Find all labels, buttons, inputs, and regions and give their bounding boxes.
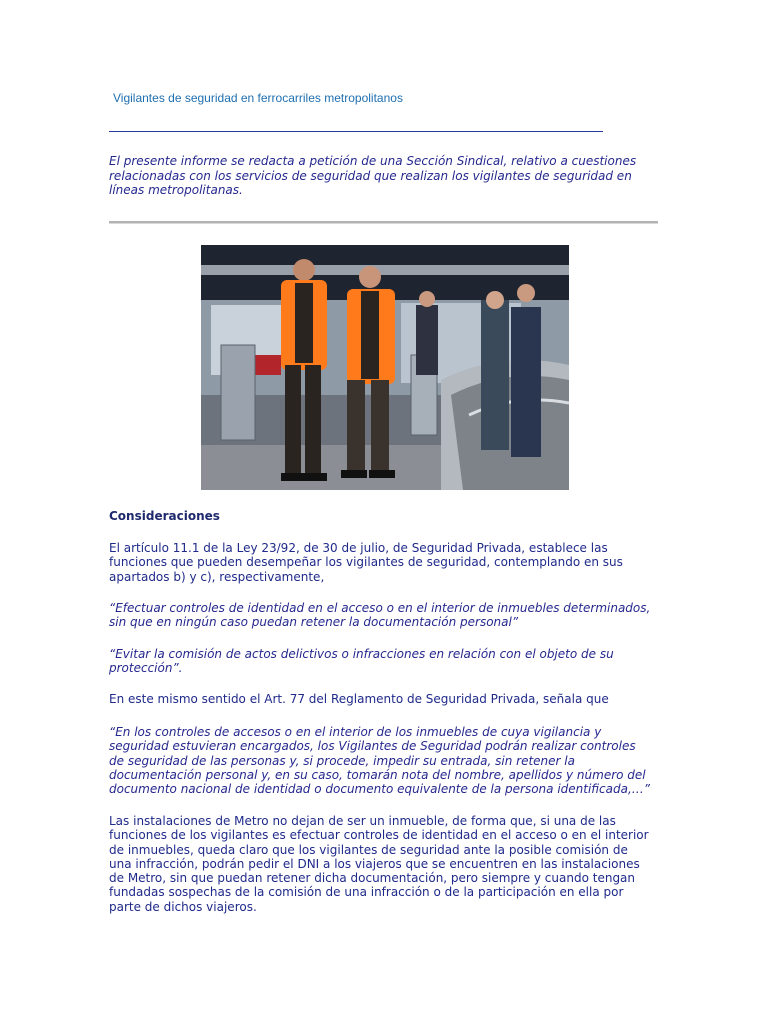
section-divider [109, 221, 658, 224]
security-guards-photo [201, 245, 569, 490]
section-heading: Consideraciones [109, 509, 220, 523]
quote-apartado-c: “Evitar la comisión de actos delictivos o infracciones en relación con el objeto de su protección”. [109, 647, 614, 676]
paragraph-ley: El artículo 11.1 de la Ley 23/92, de 30 de julio, de Seguridad Privada, establece las funciones que pueden desempeñar los vigilantes de seguridad, contemplando en sus apartados b) y c), respectivamente, [109, 541, 623, 584]
quote-art-77: “En los controles de accesos o en el interior de los inmuebles de cuya vigilancia y seguridad estuvieran encargados, los Vigilantes de Seguridad podrán realizar controles de seguridad de las personas y, si procede, impedir su entrada, sin retener la documentación personal y, en su caso, tomarán nota del nombre, apellidos y número del documento nacional de identidad o documento equivalente de la persona identificada,…” [109, 725, 651, 797]
intro-paragraph: El presente informe se redacta a petición de una Sección Sindical, relativo a cuestiones relacionadas con los servicios de seguridad que realizan los vigilantes de seguridad en líneas metropolitanas. [109, 154, 637, 197]
paragraph-reglamento: En este mismo sentido el Art. 77 del Reglamento de Seguridad Privada, señala que [109, 692, 609, 706]
paragraph-conclusion: Las instalaciones de Metro no dejan de ser un inmueble, de forma que, si una de las funciones de los vigilantes es efectuar controles de identidad en el acceso o en el interior de inmuebles, queda claro que los vigilantes de seguridad ante la posible comisión de una infracción, podrán pedir el DNI a los viajeros que se encuentren en las instalaciones de Metro, sin que puedan retener dicha documentación, pero siempre y cuando tengan fundadas sospechas de la comisión de una infracción o de la participación en ella por parte de dichos viajeros. [109, 814, 649, 914]
quote-apartado-b: “Efectuar controles de identidad en el acceso o en el interior de inmuebles determinados, sin que en ningún caso puedan retener la documentación personal” [109, 601, 651, 630]
title-divider [109, 131, 603, 132]
document-title: Vigilantes de seguridad en ferrocarriles metropolitanos [113, 91, 403, 105]
